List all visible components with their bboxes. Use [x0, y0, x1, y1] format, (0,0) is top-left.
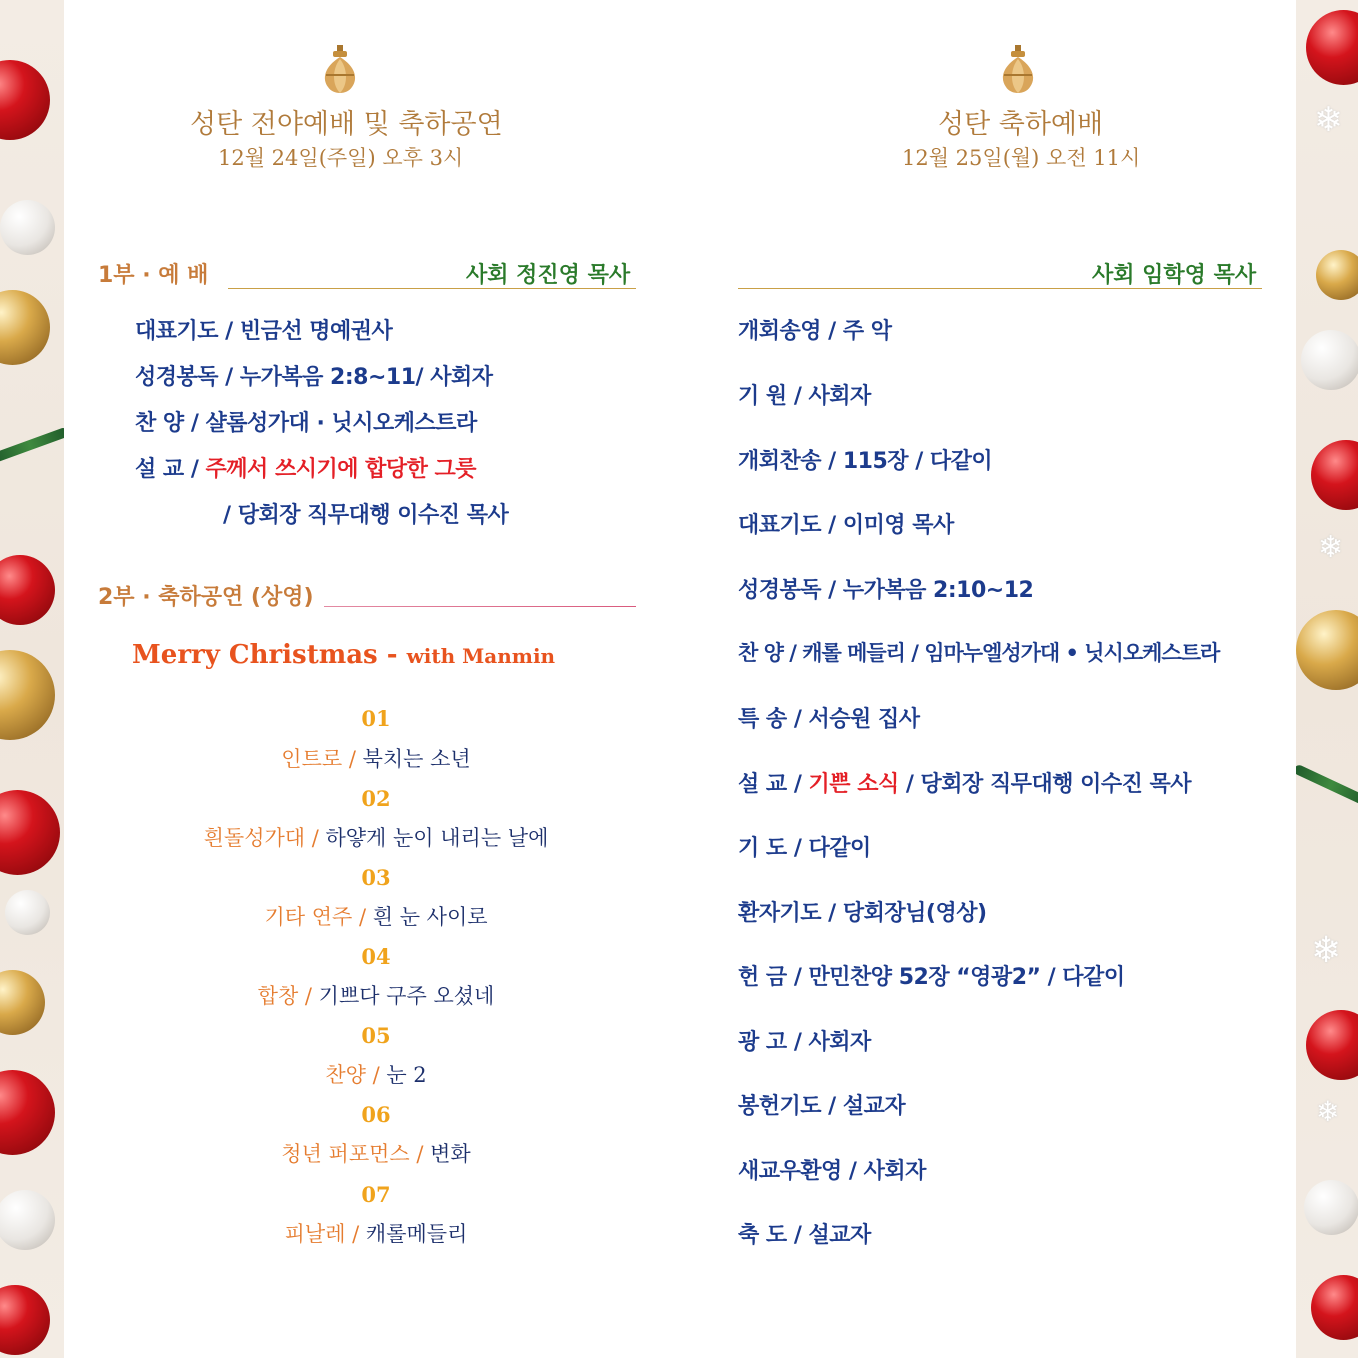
song-line: 찬양 / 눈 2: [325, 1063, 427, 1087]
gold-ornament: [0, 290, 50, 365]
order-item: / 당회장 직무대행 이수진 목사: [223, 503, 509, 528]
part2-heading: 2부 · 축하공연 (상영): [98, 585, 314, 610]
part1-leader: 사회 정진영 목사: [466, 263, 631, 288]
white-ornament: [1301, 330, 1358, 390]
order-item: 찬 양 / 샬롬성가대 · 닛시오케스트라: [135, 411, 477, 436]
right-leader: 사회 임학영 목사: [1092, 263, 1257, 288]
red-ornament: [1311, 440, 1358, 510]
part1-heading: 1부 · 예 배: [98, 263, 209, 288]
snowflake-icon: ❄: [1314, 100, 1343, 140]
red-ornament: [0, 1285, 50, 1355]
red-ornament: [1311, 1275, 1358, 1340]
white-ornament: [5, 890, 50, 935]
left-service-date: 12월 24일(주일) 오후 3시: [218, 146, 464, 170]
white-ornament: [1304, 1180, 1358, 1235]
order-item: 새교우환영 / 사회자: [738, 1159, 926, 1184]
pine-branch: [0, 427, 64, 464]
song-line: 피날레 / 캐롤메들리: [284, 1222, 468, 1246]
right-decorative-border: [1296, 0, 1358, 1358]
red-ornament: [1306, 1010, 1358, 1080]
snowflake-icon: ❄: [1318, 530, 1344, 565]
gold-ornament: [1296, 610, 1358, 690]
sermon-title: 주께서 쓰시기에 합당한 그릇: [205, 457, 477, 482]
order-item: 기 도 / 다같이: [738, 836, 871, 861]
right-service-title: 성탄 축하예배: [938, 109, 1104, 140]
gold-ornament: [0, 650, 55, 740]
pine-branch: [1296, 764, 1358, 807]
song-number: 07: [361, 1182, 391, 1207]
order-item: 축 도 / 설교자: [738, 1223, 871, 1248]
order-item: 기 원 / 사회자: [738, 384, 871, 409]
order-item: 광 고 / 사회자: [738, 1030, 871, 1055]
right-service-date: 12월 25일(월) 오전 11시: [902, 146, 1141, 170]
order-item: 성경봉독 / 누가복음 2:8~11/ 사회자: [135, 365, 493, 390]
red-ornament: [1306, 10, 1358, 85]
song-line: 흰돌성가대 / 하얗게 눈이 내리는 날에: [203, 826, 549, 850]
song-number: 05: [361, 1023, 391, 1048]
song-number: 04: [361, 944, 391, 969]
song-line: 인트로 / 북치는 소년: [281, 747, 471, 771]
red-ornament: [0, 60, 50, 140]
order-item: 성경봉독 / 누가복음 2:10~12: [738, 578, 1034, 603]
song-line: 기타 연주 / 흰 눈 사이로: [264, 905, 488, 929]
sermon-title: 기쁜 소식: [808, 772, 899, 797]
order-item: 대표기도 / 빈금선 명예권사: [135, 319, 393, 344]
gold-bauble-icon: [998, 45, 1038, 97]
song-number: 01: [361, 706, 391, 731]
order-item: 봉헌기도 / 설교자: [738, 1094, 906, 1119]
song-line: 합창 / 기쁘다 구주 오셨네: [257, 984, 495, 1008]
red-ornament: [0, 1070, 55, 1155]
order-item: 설 교 / 기쁜 소식 / 당회장 직무대행 이수진 목사: [738, 772, 1192, 797]
order-item: 개회찬송 / 115장 / 다같이: [738, 449, 993, 474]
part2-rule: [324, 606, 636, 607]
red-ornament: [0, 790, 60, 875]
gold-ornament: [1316, 250, 1358, 300]
gold-ornament: [0, 970, 45, 1035]
order-item: 특 송 / 서승원 집사: [738, 707, 920, 732]
left-decorative-border: [0, 0, 64, 1358]
song-number: 02: [361, 786, 391, 811]
song-number: 03: [361, 865, 391, 890]
snowflake-icon: ❄: [1311, 930, 1342, 971]
order-item: 개회송영 / 주 악: [738, 319, 892, 344]
order-item: 헌 금 / 만민찬양 52장 “영광2” / 다같이: [738, 965, 1125, 990]
song-line: 청년 퍼포먼스 / 변화: [281, 1142, 471, 1166]
red-ornament: [0, 555, 55, 625]
snowflake-icon: ❄: [1316, 1095, 1340, 1128]
song-number: 06: [361, 1102, 391, 1127]
merry-christmas-banner: Merry Christmas - with Manmin: [132, 640, 556, 670]
order-item: 설 교 / 주께서 쓰시기에 합당한 그릇: [135, 457, 477, 482]
white-ornament: [0, 200, 55, 255]
left-service-title: 성탄 전야예배 및 축하공연: [190, 109, 503, 140]
order-item: 찬 양 / 캐롤 메들리 / 임마누엘성가대 • 닛시오케스트라: [738, 641, 1220, 665]
order-item: 대표기도 / 이미영 목사: [738, 513, 954, 538]
gold-bauble-icon: [320, 45, 360, 97]
white-ornament: [0, 1190, 55, 1250]
order-item: 환자기도 / 당회장님(영상): [738, 901, 987, 926]
